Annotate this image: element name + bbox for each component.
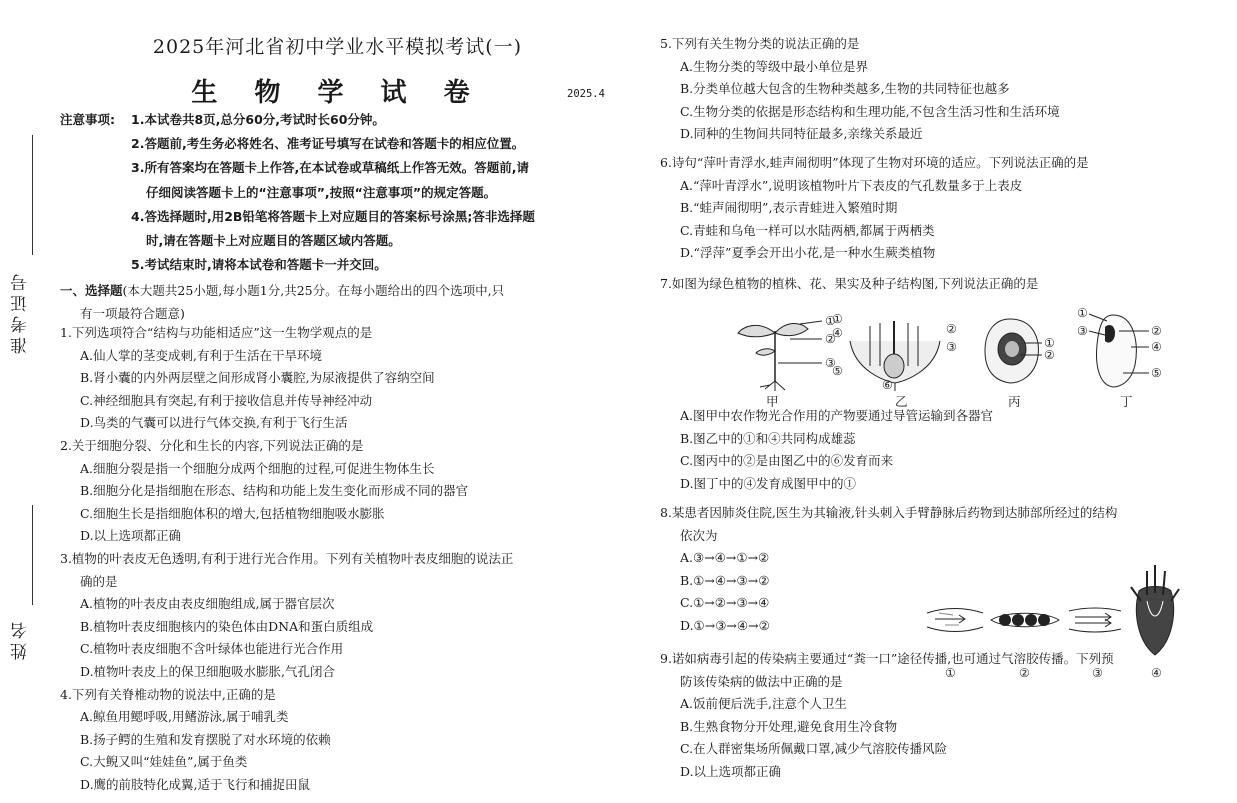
section-heading [60, 280, 615, 325]
note-item: 4.答选择题时,用2B铅笔将答题卡上对应题目的答案标号涂黑;答非选择题 [131, 208, 535, 224]
figure-number: ① [1044, 336, 1055, 350]
question-3 [60, 548, 615, 684]
note-item: 仔细阅读答题卡上的“注意事项”,按照“注意事项”的规定答题。 [146, 184, 497, 200]
option: D.同种的生物间共同特征最多,亲缘关系最近 [680, 126, 923, 142]
flower-structure-figure [830, 311, 970, 391]
name-label: 姓名 [11, 618, 31, 660]
vein-figure [927, 609, 983, 632]
figure-number: ⑤ [1151, 366, 1162, 380]
note-item: 5.考试结束时,请将本试卷和答题卡一并交回。 [131, 257, 387, 273]
section-desc-cont: 有一项最符合题意) [80, 305, 185, 321]
option: B.分类单位越大包含的生物种类越多,生物的共同特征也越多 [680, 81, 1010, 97]
figure-number: ③ [825, 356, 836, 370]
option: A.生物分类的等级中最小单位是界 [680, 58, 869, 74]
figure-number: ④ [1151, 666, 1162, 680]
question-7-options [660, 405, 1215, 495]
figure-number: ② [1044, 348, 1055, 362]
option: B.肾小囊的内外两层壁之间形成肾小囊腔,为尿液提供了容纳空间 [80, 370, 435, 386]
note-item: 时,请在答题卡上对应题目的答题区域内答题。 [146, 233, 401, 249]
question-5 [660, 33, 1215, 146]
plant-seedling-figure [730, 311, 840, 391]
question-stem: 7.如图为绿色植物的植株、花、果实及种子结构图,下列说法正确的是 [660, 276, 1039, 291]
option: D.“浮萍”夏季会开出小花,是一种水生蕨类植物 [680, 245, 936, 261]
artery-figure [1069, 608, 1121, 632]
fruit-structure-figure [980, 311, 1070, 391]
option: D.图丁中的④发育成图甲中的① [680, 475, 857, 491]
question-4 [60, 684, 615, 797]
name-line [32, 505, 33, 605]
question-stem-cont: 依次为 [680, 527, 718, 543]
figure-number: ② [946, 322, 957, 336]
option: B.①→④→③→② [680, 572, 770, 588]
option: A.鲸鱼用鳃呼吸,用鳍游泳,属于哺乳类 [80, 709, 289, 725]
option: C.生物分类的依据是形态结构和生理功能,不包含生活习性和生活环境 [680, 103, 1060, 119]
question-stem: 6.诗句“萍叶青浮水,蛙声闹彻明”体现了生物对环境的适应。下列说法正确的是 [660, 155, 1089, 170]
exam-notes [60, 108, 620, 277]
option: A.植物的叶表皮由表皮细胞组成,属于器官层次 [80, 596, 335, 612]
option: D.①→③→④→② [680, 617, 770, 633]
figure-number: ⑥ [882, 378, 893, 391]
question-stem: 4.下列有关脊椎动物的说法中,正确的是 [60, 686, 276, 702]
admission-number-label: 准考证号 [11, 270, 31, 354]
option: B.细胞分化是指细胞在形态、结构和功能上发生变化而形成不同的器官 [80, 483, 469, 499]
figure-number: ① [825, 314, 836, 328]
option: B.生熟食物分开处理,避免食用生冷食物 [680, 718, 898, 734]
option: B.“蛙声闹彻明”,表示青蛙进入繁殖时期 [680, 200, 898, 216]
question-stem-cont: 防该传染病的做法中正确的是 [680, 673, 843, 689]
figure-number: ④ [1151, 340, 1162, 354]
option: A.图甲中农作物光合作用的产物要通过导管运输到各器官 [680, 408, 994, 423]
question-7 [660, 273, 1215, 296]
seed-structure-figure [1075, 305, 1175, 391]
figure-number: ② [825, 332, 836, 346]
option: C.神经细胞具有突起,有利于接收信息并传导神经冲动 [80, 392, 373, 408]
admission-number-line [32, 135, 33, 255]
exam-title: 2025年河北省初中学业水平模拟考试(一) [152, 36, 523, 58]
option: D.以上选项都正确 [680, 763, 782, 779]
option: D.植物叶表皮上的保卫细胞吸水膨胀,气孔闭合 [80, 663, 336, 679]
question-stem: 5.下列有关生物分类的说法正确的是 [660, 36, 860, 51]
figure-caption-ding: 丁 [1120, 394, 1133, 409]
question-9 [660, 648, 1215, 784]
option: B.图乙中的①和④共同构成雄蕊 [680, 430, 856, 446]
exam-date: 2025.4 [567, 88, 605, 100]
section-desc: (本大题共25小题,每小题1分,共25分。在每小题给出的四个选项中,只 [122, 283, 505, 298]
capillary-figure [991, 613, 1059, 627]
option: D.以上选项都正确 [80, 528, 182, 544]
question-1 [60, 322, 615, 435]
question-stem: 2.关于细胞分裂、分化和生长的内容,下列说法正确的是 [60, 437, 364, 453]
option: B.植物叶表皮细胞核内的染色体由DNA和蛋白质组成 [80, 618, 374, 634]
option: A.细胞分裂是指一个细胞分成两个细胞的过程,可促进生物体生长 [80, 460, 435, 476]
right-column-questions [660, 33, 1215, 803]
question-stem: 3.植物的叶表皮无色透明,有利于进行光合作用。下列有关植物叶表皮细胞的说法正 [60, 550, 514, 566]
question-stem: 8.某患者因肺炎住院,医生为其输液,针头刺入手臂静脉后药物到达肺部所经过的结构 [660, 505, 1118, 520]
option: A.③→④→①→② [680, 550, 770, 566]
option: B.扬子鳄的生殖和发育摆脱了对水环境的依赖 [80, 731, 331, 747]
option: C.青蛙和乌龟一样可以水陆两栖,都属于两栖类 [680, 222, 935, 238]
notes-heading: 注意事项: [60, 112, 115, 127]
figure-number: ② [1151, 324, 1162, 338]
note-item: 1.本试卷共8页,总分60分,考试时长60分钟。 [131, 112, 385, 127]
option: C.在人群密集场所佩戴口罩,减少气溶胶传播风险 [680, 741, 948, 757]
subject-title: 生 物 学 试 卷 [191, 78, 484, 108]
section-label: 一、选择题 [60, 283, 123, 298]
note-item: 2.答题前,考生务必将姓名、准考证号填写在试卷和答题卡的相应位置。 [131, 136, 525, 152]
figure-number: ① [1077, 306, 1088, 320]
option: C.图丙中的②是由图乙中的⑥发育而来 [680, 453, 894, 469]
question-stem: 1.下列选项符合“结构与功能相适应”这一生物学观点的是 [60, 325, 373, 340]
option: A.仙人掌的茎变成刺,有利于生活在干旱环境 [80, 347, 322, 363]
note-item: 3.所有答案均在答题卡上作答,在本试卷或草稿纸上作答无效。答题前,请 [131, 160, 529, 176]
plant-structure-figures [730, 306, 1200, 411]
option: D.鹰的前肢特化成翼,适于飞行和捕捉田鼠 [80, 776, 311, 792]
figure-caption-bing: 丙 [1008, 394, 1021, 409]
question-6 [660, 152, 1215, 265]
figure-number: ⑤ [832, 364, 843, 378]
option: A.“萍叶青浮水”,说明该植物叶片下表皮的气孔数量多于上表皮 [680, 177, 1023, 193]
figure-caption-yi: 乙 [895, 394, 908, 409]
figure-number: ① [832, 312, 843, 326]
figure-number: ④ [832, 326, 843, 340]
question-stem-cont: 确的是 [80, 573, 118, 589]
figure-number: ③ [1092, 666, 1103, 680]
figure-number: ② [1019, 666, 1030, 680]
option: C.植物叶表皮细胞不含叶绿体也能进行光合作用 [80, 641, 344, 657]
option: A.饭前便后洗手,注意个人卫生 [680, 696, 847, 712]
heart-figure [1131, 565, 1179, 655]
binding-margin [0, 0, 44, 803]
left-column-questions [60, 322, 615, 796]
figure-number: ① [945, 666, 956, 680]
option: C.①→②→③→④ [680, 595, 770, 611]
option: D.鸟类的气囊可以进行气体交换,有利于飞行生活 [80, 415, 348, 431]
figure-caption-jia: 甲 [766, 394, 779, 409]
option: C.大鲵又叫“娃娃鱼”,属于鱼类 [80, 754, 248, 770]
figure-number: ③ [1077, 324, 1088, 338]
question-stem: 9.诺如病毒引起的传染病主要通过“粪一口”途径传播,也可通过气溶胶传播。下列预 [660, 651, 1114, 666]
question-2 [60, 435, 615, 548]
figure-number: ③ [946, 340, 957, 354]
option: C.细胞生长是指细胞体积的增大,包括植物细胞吸水膨胀 [80, 505, 385, 521]
